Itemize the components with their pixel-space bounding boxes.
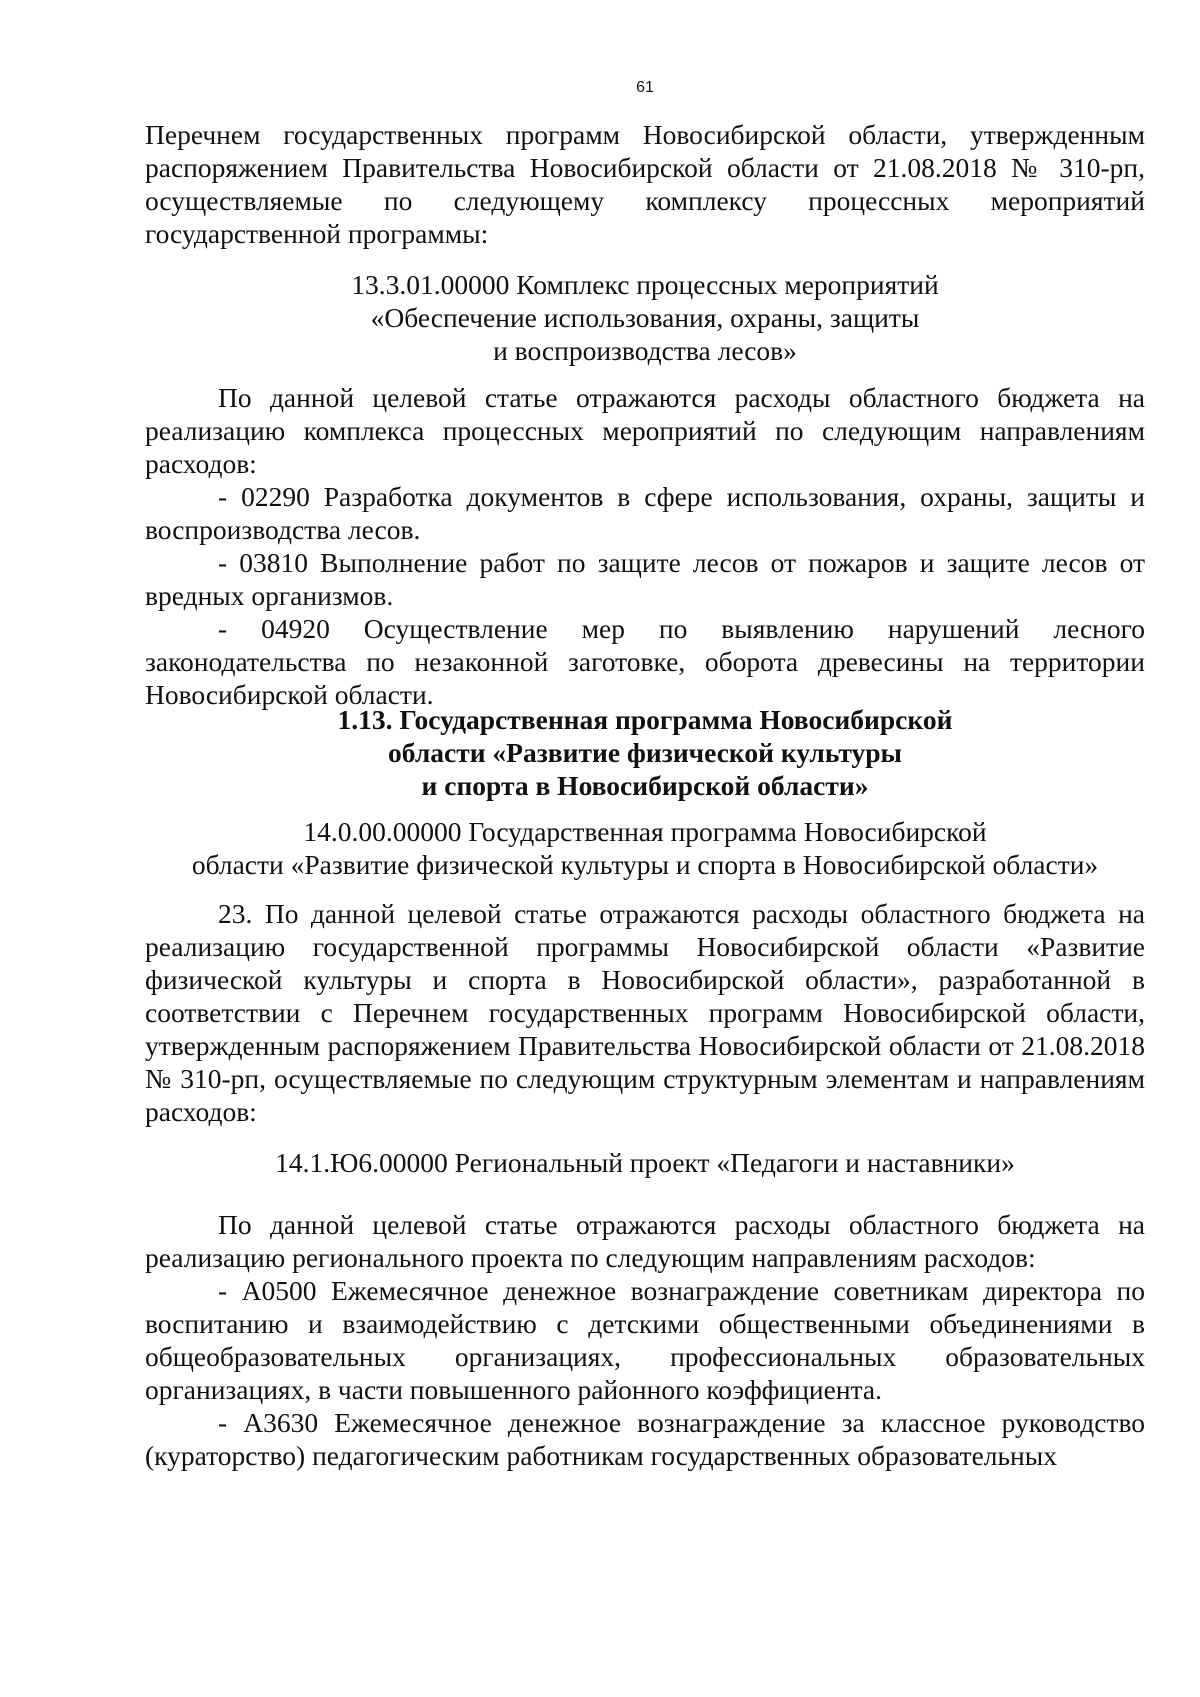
page-number: 61 <box>636 79 654 96</box>
section-heading-line-2: области «Развитие физической культуры <box>388 737 902 768</box>
project-paragraph: По данной целевой статье отражаются расходы областного бюджета на реализацию регионального проекта по следующим направлениям расходов: <box>145 1209 1145 1273</box>
program-heading <box>145 815 1145 881</box>
project-item-a3630: - А3630 Ежемесячное денежное вознаграждение за классное руководство (кураторство) педагогическим работникам государственных образовательных <box>145 1407 1145 1471</box>
intro-paragraph: Перечнем государственных программ Новосибирской области, утвержденным распоряжением Правительства Новосибирской области от 21.08.2018 № 310-рп, осуществляемые по следующему комплексу процессных мероприятий государственной программы: <box>145 119 1145 249</box>
section-heading <box>145 703 1145 802</box>
intro-block <box>145 118 1145 250</box>
section-heading-line-3: и спорта в Новосибирской области» <box>421 770 869 801</box>
complex-item-04920: - 04920 Осуществление мер по выявлению нарушений лесного законодательства по незаконной заготовке, оборота древесины на территории Новосибирской области. <box>145 613 1145 710</box>
complex-paragraph: По данной целевой статье отражаются расходы областного бюджета на реализацию комплекса процессных мероприятий по следующим направлениям расходов: <box>145 382 1145 479</box>
program-heading-line-1: 14.0.00.00000 Государственная программа Новосибирской <box>303 816 987 847</box>
program-paragraph: 23. По данной целевой статье отражаются расходы областного бюджета на реализацию государственной программы Новосибирской области «Развитие физической культуры и спорта в Новосибирской области», разработанной в соответствии с Перечнем государственных программ Новосибирской области, утвержденным распоряжением Правительства Новосибирской области от 21.08.2018 № 310-рп, осуществляемые по следующим структурным элементам и направлениям расходов: <box>145 898 1145 1127</box>
project-heading-block <box>145 1146 1145 1179</box>
program-heading-line-2: области «Развитие физической культуры и спорта в Новосибирской области» <box>191 849 1099 880</box>
section-heading-line-1: 1.13. Государственная программа Новосибирской <box>337 704 953 735</box>
complex-item-03810: - 03810 Выполнение работ по защите лесов от пожаров и защите лесов от вредных организмов. <box>145 547 1145 611</box>
project-heading: 14.1.Ю6.00000 Региональный проект «Педагоги и наставники» <box>275 1147 1015 1178</box>
complex-section <box>145 381 1145 711</box>
complex-heading <box>145 268 1145 367</box>
complex-heading-line-1: 13.3.01.00000 Комплекс процессных мероприятий <box>351 269 939 300</box>
complex-heading-line-3: и воспроизводства лесов» <box>493 335 797 366</box>
project-item-a0500: - А0500 Ежемесячное денежное вознаграждение советникам директора по воспитанию и взаимодействию с детскими общественными объединениями в общеобразовательных организациях, профессиональных образовательных организациях, в части повышенного районного коэффициента. <box>145 1275 1145 1405</box>
complex-item-02290: - 02290 Разработка документов в сфере использования, охраны, защиты и воспроизводства лесов. <box>145 481 1145 545</box>
program-section <box>145 897 1145 1128</box>
project-section <box>145 1208 1145 1472</box>
complex-heading-line-2: «Обеспечение использования, охраны, защиты <box>370 302 920 333</box>
